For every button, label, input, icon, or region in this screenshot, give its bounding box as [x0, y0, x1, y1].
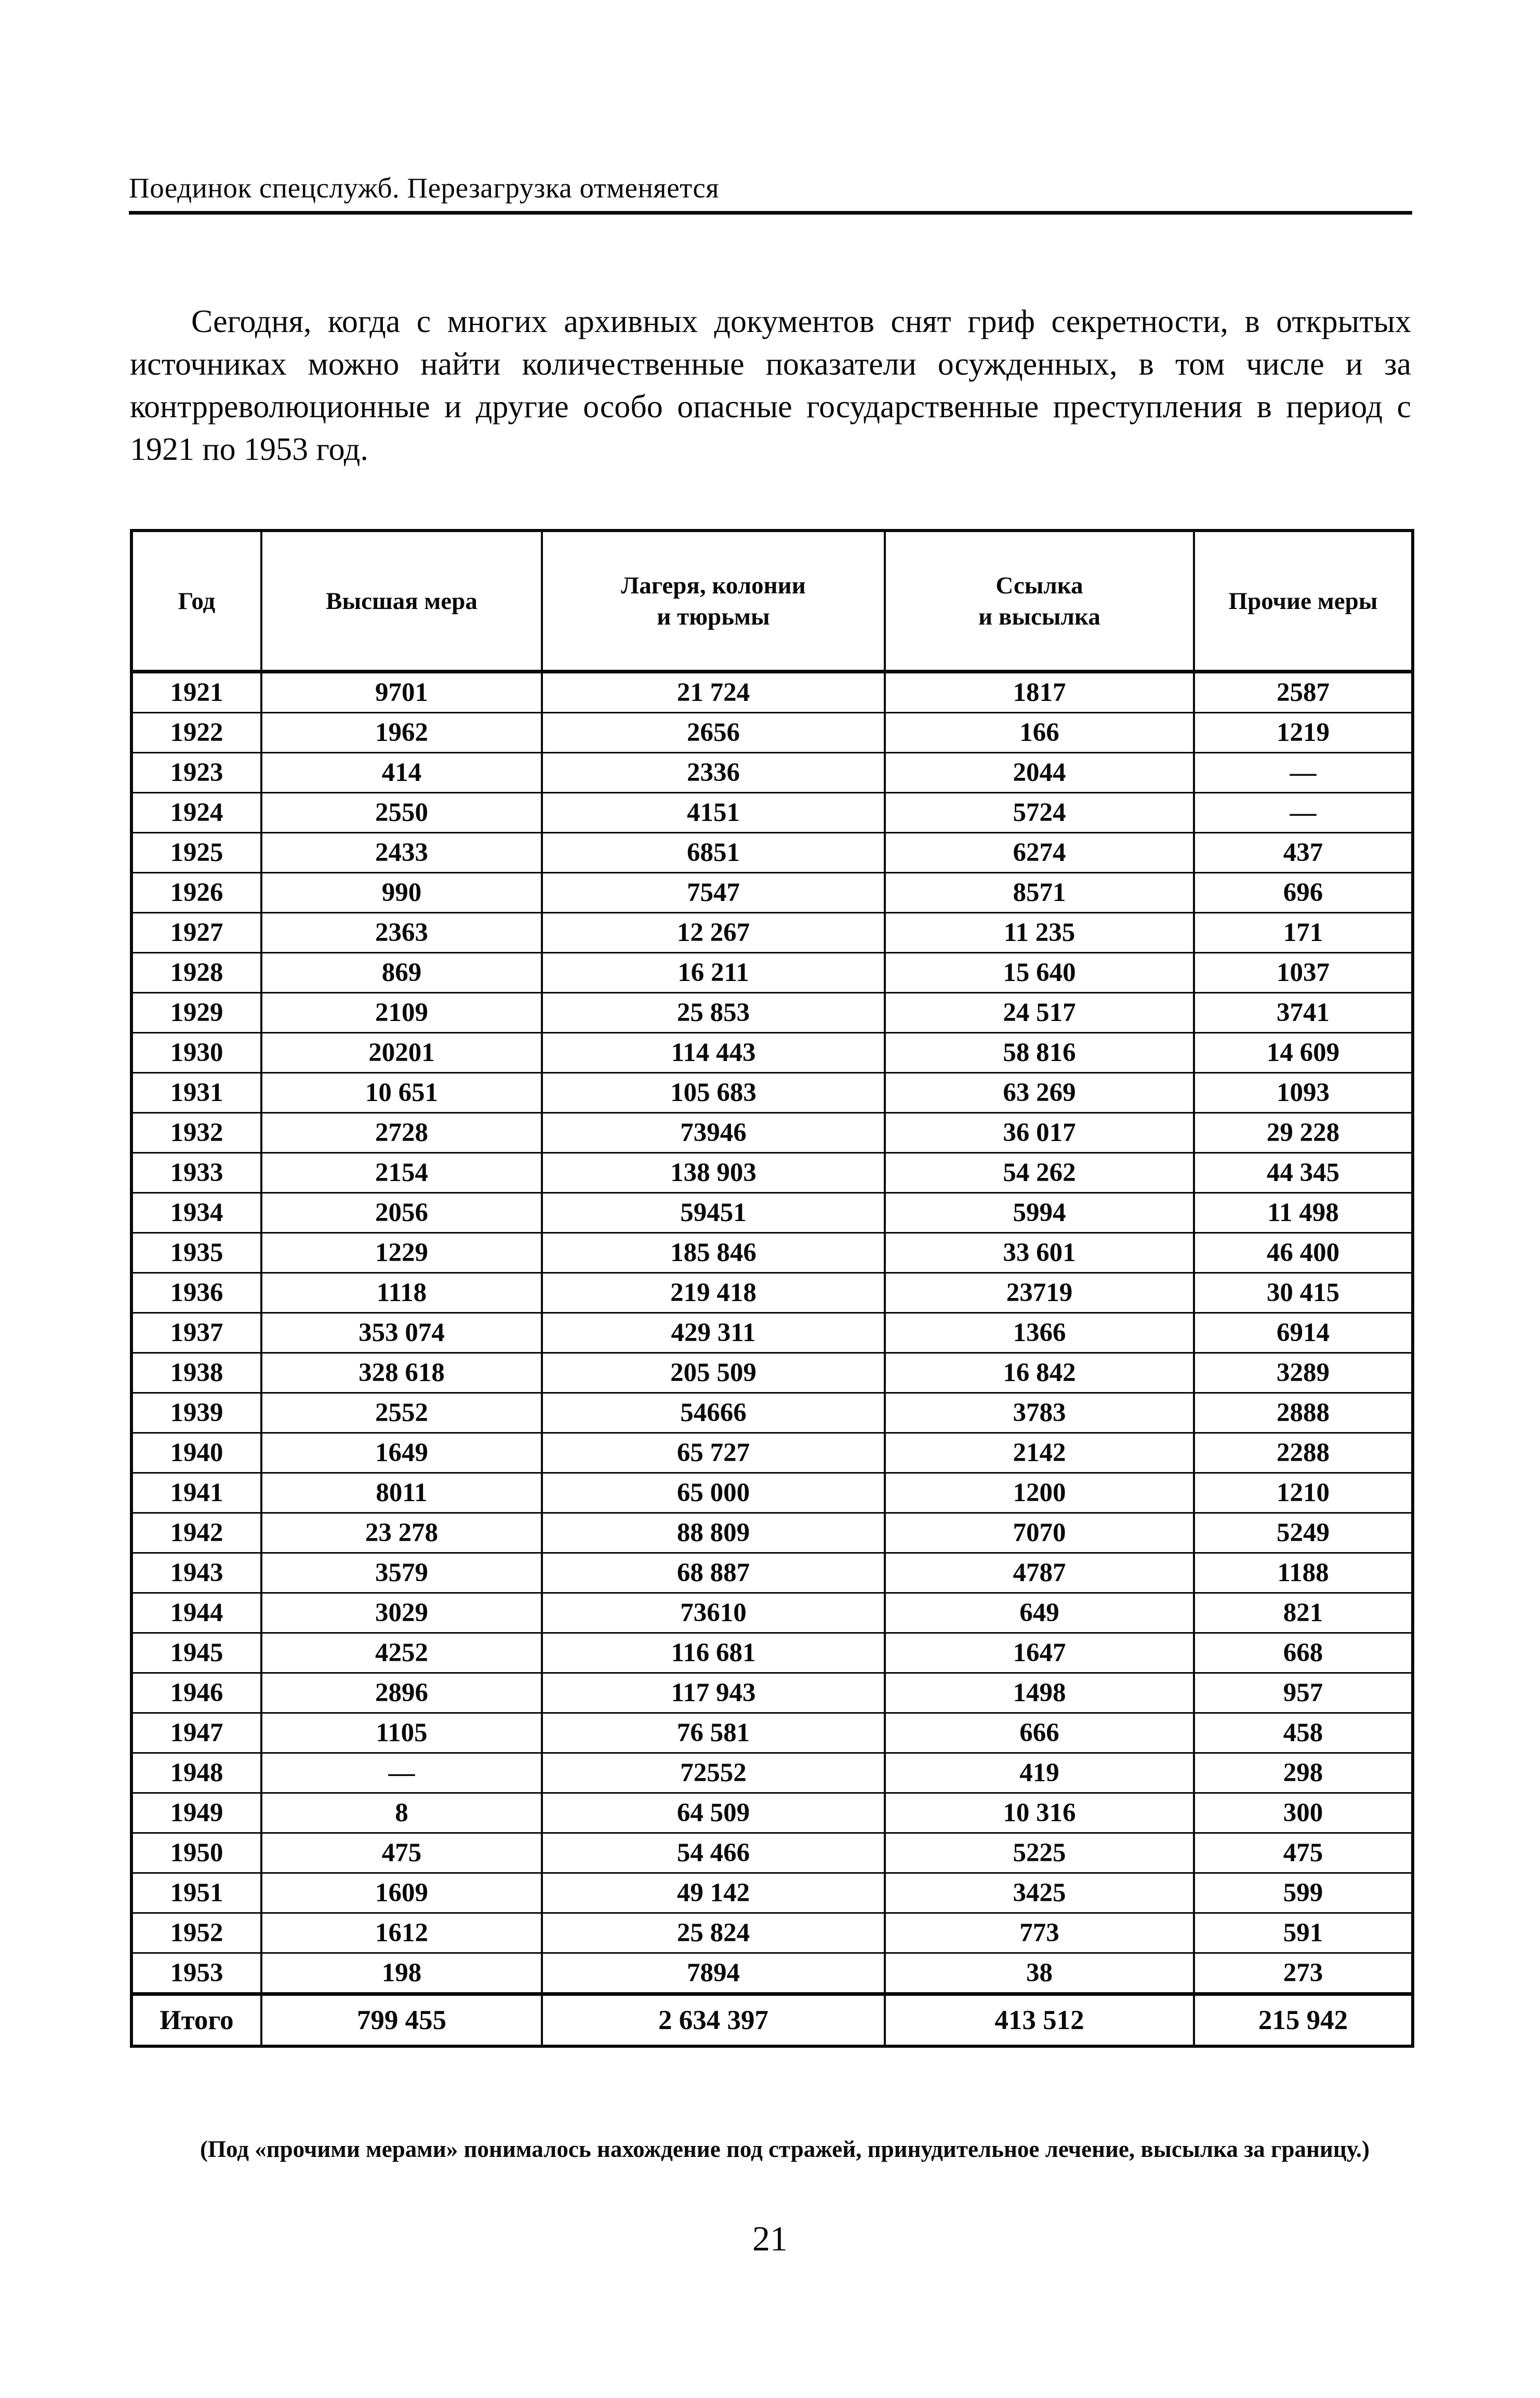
cell-camps: 2336 — [542, 753, 885, 793]
cell-death-penalty: 1962 — [261, 713, 542, 753]
cell-exile: 1647 — [885, 1633, 1194, 1673]
statistics-table-container — [130, 529, 1411, 2048]
cell-exile: 413 512 — [885, 1994, 1194, 2047]
cell-exile: 8571 — [885, 873, 1194, 913]
table-row — [131, 713, 1413, 753]
table-head — [131, 531, 1413, 672]
cell-death-penalty: 1649 — [261, 1433, 542, 1473]
cell-year: 1953 — [131, 1953, 261, 1994]
cell-year: 1923 — [131, 753, 261, 793]
cell-death-penalty: 4252 — [261, 1633, 542, 1673]
cell-other: 1188 — [1194, 1553, 1413, 1593]
cell-death-penalty: 869 — [261, 953, 542, 993]
cell-other: 29 228 — [1194, 1113, 1413, 1153]
cell-year: 1952 — [131, 1913, 261, 1953]
table-row — [131, 1153, 1413, 1193]
cell-camps: 205 509 — [542, 1353, 885, 1393]
cell-camps: 12 267 — [542, 913, 885, 953]
cell-death-penalty: 3579 — [261, 1553, 542, 1593]
cell-death-penalty: 414 — [261, 753, 542, 793]
cell-exile: 773 — [885, 1913, 1194, 1953]
table-row — [131, 1633, 1413, 1673]
cell-other: 591 — [1194, 1913, 1413, 1953]
cell-year: 1950 — [131, 1833, 261, 1873]
cell-year: 1945 — [131, 1633, 261, 1673]
column-header-exile-line2: и высылка — [978, 603, 1100, 630]
cell-year: 1930 — [131, 1033, 261, 1073]
cell-camps: 7547 — [542, 873, 885, 913]
cell-exile: 5994 — [885, 1193, 1194, 1233]
table-row — [131, 672, 1413, 713]
cell-year: 1938 — [131, 1353, 261, 1393]
cell-other: 46 400 — [1194, 1233, 1413, 1273]
cell-exile: 10 316 — [885, 1793, 1194, 1833]
cell-year: 1948 — [131, 1753, 261, 1793]
cell-camps: 2 634 397 — [542, 1994, 885, 2047]
cell-death-penalty: 1609 — [261, 1873, 542, 1913]
table-row — [131, 1553, 1413, 1593]
table-row — [131, 1393, 1413, 1433]
cell-exile: 23719 — [885, 1273, 1194, 1313]
cell-exile: 38 — [885, 1953, 1194, 1994]
cell-camps: 73946 — [542, 1113, 885, 1153]
cell-other: 298 — [1194, 1753, 1413, 1793]
cell-year: 1931 — [131, 1073, 261, 1113]
intro-paragraph: Сегодня, когда с многих архивных документов снят гриф секретности, в открытых источниках можно найти количественные показатели осужденных, в том числе и за контрреволюционные и другие особо опасные государственные преступления в период с 1921 по 1953 год. — [130, 304, 1411, 467]
cell-death-penalty: 23 278 — [261, 1513, 542, 1553]
cell-camps: 64 509 — [542, 1793, 885, 1833]
cell-exile: 58 816 — [885, 1033, 1194, 1073]
cell-year: 1926 — [131, 873, 261, 913]
table-row — [131, 793, 1413, 833]
cell-death-penalty: 2552 — [261, 1393, 542, 1433]
table-row — [131, 1113, 1413, 1153]
cell-other: 668 — [1194, 1633, 1413, 1673]
cell-death-penalty: 2363 — [261, 913, 542, 953]
table-row — [131, 753, 1413, 793]
cell-exile: 11 235 — [885, 913, 1194, 953]
cell-exile: 1200 — [885, 1473, 1194, 1513]
cell-year: 1941 — [131, 1473, 261, 1513]
cell-camps: 25 824 — [542, 1913, 885, 1953]
cell-exile: 7070 — [885, 1513, 1194, 1553]
cell-exile: 649 — [885, 1593, 1194, 1633]
table-row — [131, 1593, 1413, 1633]
cell-camps: 49 142 — [542, 1873, 885, 1913]
cell-camps: 429 311 — [542, 1313, 885, 1353]
table-row — [131, 1073, 1413, 1113]
cell-other: 437 — [1194, 833, 1413, 873]
cell-year: 1946 — [131, 1673, 261, 1713]
table-header-row — [131, 531, 1413, 672]
cell-death-penalty: 475 — [261, 1833, 542, 1873]
cell-year: 1949 — [131, 1793, 261, 1833]
column-header-exile — [885, 531, 1194, 672]
cell-other: 1037 — [1194, 953, 1413, 993]
cell-camps: 65 727 — [542, 1433, 885, 1473]
cell-camps: 72552 — [542, 1753, 885, 1793]
cell-year: 1925 — [131, 833, 261, 873]
cell-exile: 33 601 — [885, 1233, 1194, 1273]
table-row — [131, 993, 1413, 1033]
cell-camps: 4151 — [542, 793, 885, 833]
page-number: 21 — [752, 2219, 788, 2258]
cell-other: 475 — [1194, 1833, 1413, 1873]
cell-exile: 2044 — [885, 753, 1194, 793]
cell-year: 1927 — [131, 913, 261, 953]
cell-year: 1944 — [131, 1593, 261, 1633]
cell-year: 1937 — [131, 1313, 261, 1353]
cell-death-penalty: 799 455 — [261, 1994, 542, 2047]
running-head — [129, 171, 1412, 215]
table-row — [131, 1193, 1413, 1233]
cell-exile: 666 — [885, 1713, 1194, 1753]
cell-exile: 419 — [885, 1753, 1194, 1793]
cell-death-penalty: 20201 — [261, 1033, 542, 1073]
table-footnote: (Под «прочими мерами» понималось нахождение под стражей, принудительное лечение, высылка за границу.) — [200, 2136, 1370, 2162]
cell-year: 1928 — [131, 953, 261, 993]
cell-death-penalty: 198 — [261, 1953, 542, 1994]
cell-year: 1936 — [131, 1273, 261, 1313]
table-total-row — [131, 1994, 1413, 2047]
cell-other: 1210 — [1194, 1473, 1413, 1513]
table-row — [131, 1793, 1413, 1833]
cell-camps: 185 846 — [542, 1233, 885, 1273]
cell-camps: 16 211 — [542, 953, 885, 993]
cell-death-penalty: 990 — [261, 873, 542, 913]
table-row — [131, 1313, 1413, 1353]
cell-exile: 5225 — [885, 1833, 1194, 1873]
cell-other: 6914 — [1194, 1313, 1413, 1353]
table-row — [131, 1353, 1413, 1393]
cell-year: Итого — [131, 1994, 261, 2047]
cell-exile: 2142 — [885, 1433, 1194, 1473]
cell-death-penalty: 353 074 — [261, 1313, 542, 1353]
cell-exile: 1366 — [885, 1313, 1194, 1353]
cell-exile: 6274 — [885, 833, 1194, 873]
cell-camps: 219 418 — [542, 1273, 885, 1313]
cell-other: 2888 — [1194, 1393, 1413, 1433]
cell-camps: 7894 — [542, 1953, 885, 1994]
table-row — [131, 1953, 1413, 1994]
cell-death-penalty: 2109 — [261, 993, 542, 1033]
cell-death-penalty: 10 651 — [261, 1073, 542, 1113]
column-header-camps-line1: Лагеря, колонии — [621, 572, 806, 599]
cell-camps: 59451 — [542, 1193, 885, 1233]
table-row — [131, 1433, 1413, 1473]
cell-death-penalty: 8011 — [261, 1473, 542, 1513]
cell-other: 30 415 — [1194, 1273, 1413, 1313]
column-header-year: Год — [131, 531, 261, 672]
table-body — [131, 672, 1413, 2047]
table-row — [131, 953, 1413, 993]
column-header-other: Прочие меры — [1194, 531, 1413, 672]
cell-camps: 6851 — [542, 833, 885, 873]
cell-year: 1940 — [131, 1433, 261, 1473]
cell-year: 1942 — [131, 1513, 261, 1553]
cell-exile: 36 017 — [885, 1113, 1194, 1153]
cell-exile: 54 262 — [885, 1153, 1194, 1193]
cell-other: 599 — [1194, 1873, 1413, 1913]
cell-exile: 24 517 — [885, 993, 1194, 1033]
table-row — [131, 1233, 1413, 1273]
cell-exile: 3783 — [885, 1393, 1194, 1433]
cell-other: 273 — [1194, 1953, 1413, 1994]
table-row — [131, 1753, 1413, 1793]
cell-exile: 63 269 — [885, 1073, 1194, 1113]
cell-other: 5249 — [1194, 1513, 1413, 1553]
table-row — [131, 873, 1413, 913]
cell-other: 171 — [1194, 913, 1413, 953]
cell-camps: 116 681 — [542, 1633, 885, 1673]
cell-year: 1921 — [131, 672, 261, 713]
cell-other: 458 — [1194, 1713, 1413, 1753]
cell-exile: 16 842 — [885, 1353, 1194, 1393]
cell-exile: 4787 — [885, 1553, 1194, 1593]
cell-death-penalty: 2154 — [261, 1153, 542, 1193]
table-row — [131, 1273, 1413, 1313]
cell-camps: 138 903 — [542, 1153, 885, 1193]
cell-exile: 15 640 — [885, 953, 1194, 993]
cell-camps: 88 809 — [542, 1513, 885, 1553]
cell-year: 1943 — [131, 1553, 261, 1593]
cell-camps: 73610 — [542, 1593, 885, 1633]
column-header-exile-line1: Ссылка — [995, 572, 1083, 599]
cell-year: 1947 — [131, 1713, 261, 1753]
cell-other: 3289 — [1194, 1353, 1413, 1393]
cell-exile: 1498 — [885, 1673, 1194, 1713]
running-head-title: Поединок спецслужб. Перезагрузка отменяется — [129, 172, 720, 204]
cell-camps: 105 683 — [542, 1073, 885, 1113]
cell-death-penalty: 2896 — [261, 1673, 542, 1713]
cell-death-penalty: 2056 — [261, 1193, 542, 1233]
cell-other: 215 942 — [1194, 1994, 1413, 2047]
column-header-camps-line2: и тюрьмы — [657, 603, 770, 630]
cell-other: 821 — [1194, 1593, 1413, 1633]
cell-year: 1922 — [131, 713, 261, 753]
cell-year: 1934 — [131, 1193, 261, 1233]
cell-other: 2288 — [1194, 1433, 1413, 1473]
cell-death-penalty: 2550 — [261, 793, 542, 833]
table-row — [131, 913, 1413, 953]
cell-camps: 68 887 — [542, 1553, 885, 1593]
cell-camps: 21 724 — [542, 672, 885, 713]
cell-other: — — [1194, 793, 1413, 833]
cell-death-penalty: 8 — [261, 1793, 542, 1833]
table-row — [131, 1913, 1413, 1953]
cell-year: 1932 — [131, 1113, 261, 1153]
table-row — [131, 1473, 1413, 1513]
cell-camps: 2656 — [542, 713, 885, 753]
cell-death-penalty: 1612 — [261, 1913, 542, 1953]
table-row — [131, 1033, 1413, 1073]
table-row — [131, 1873, 1413, 1913]
cell-other: 1219 — [1194, 713, 1413, 753]
table-row — [131, 1513, 1413, 1553]
running-head-rule — [129, 211, 1412, 215]
cell-death-penalty: 2728 — [261, 1113, 542, 1153]
cell-other: 1093 — [1194, 1073, 1413, 1113]
cell-death-penalty: 1118 — [261, 1273, 542, 1313]
cell-year: 1951 — [131, 1873, 261, 1913]
cell-other: 2587 — [1194, 672, 1413, 713]
column-header-camps — [542, 531, 885, 672]
cell-other: 957 — [1194, 1673, 1413, 1713]
table-row — [131, 1713, 1413, 1753]
cell-camps: 65 000 — [542, 1473, 885, 1513]
cell-death-penalty: 9701 — [261, 672, 542, 713]
convictions-table — [130, 529, 1414, 2048]
cell-year: 1939 — [131, 1393, 261, 1433]
cell-exile: 166 — [885, 713, 1194, 753]
cell-camps: 114 443 — [542, 1033, 885, 1073]
cell-other: 11 498 — [1194, 1193, 1413, 1233]
cell-camps: 117 943 — [542, 1673, 885, 1713]
cell-death-penalty: 1229 — [261, 1233, 542, 1273]
cell-other: 300 — [1194, 1793, 1413, 1833]
cell-exile: 5724 — [885, 793, 1194, 833]
cell-year: 1924 — [131, 793, 261, 833]
table-row — [131, 1673, 1413, 1713]
cell-death-penalty: 328 618 — [261, 1353, 542, 1393]
column-header-death-penalty: Высшая мера — [261, 531, 542, 672]
cell-death-penalty: 3029 — [261, 1593, 542, 1633]
cell-camps: 54 466 — [542, 1833, 885, 1873]
cell-exile: 1817 — [885, 672, 1194, 713]
cell-other: 3741 — [1194, 993, 1413, 1033]
cell-other: 14 609 — [1194, 1033, 1413, 1073]
cell-other: — — [1194, 753, 1413, 793]
cell-other: 44 345 — [1194, 1153, 1413, 1193]
cell-camps: 76 581 — [542, 1713, 885, 1753]
cell-year: 1933 — [131, 1153, 261, 1193]
cell-other: 696 — [1194, 873, 1413, 913]
table-row — [131, 1833, 1413, 1873]
cell-death-penalty: 2433 — [261, 833, 542, 873]
cell-camps: 25 853 — [542, 993, 885, 1033]
table-row — [131, 833, 1413, 873]
cell-year: 1929 — [131, 993, 261, 1033]
cell-year: 1935 — [131, 1233, 261, 1273]
cell-exile: 3425 — [885, 1873, 1194, 1913]
cell-camps: 54666 — [542, 1393, 885, 1433]
cell-death-penalty: 1105 — [261, 1713, 542, 1753]
cell-death-penalty: — — [261, 1753, 542, 1793]
